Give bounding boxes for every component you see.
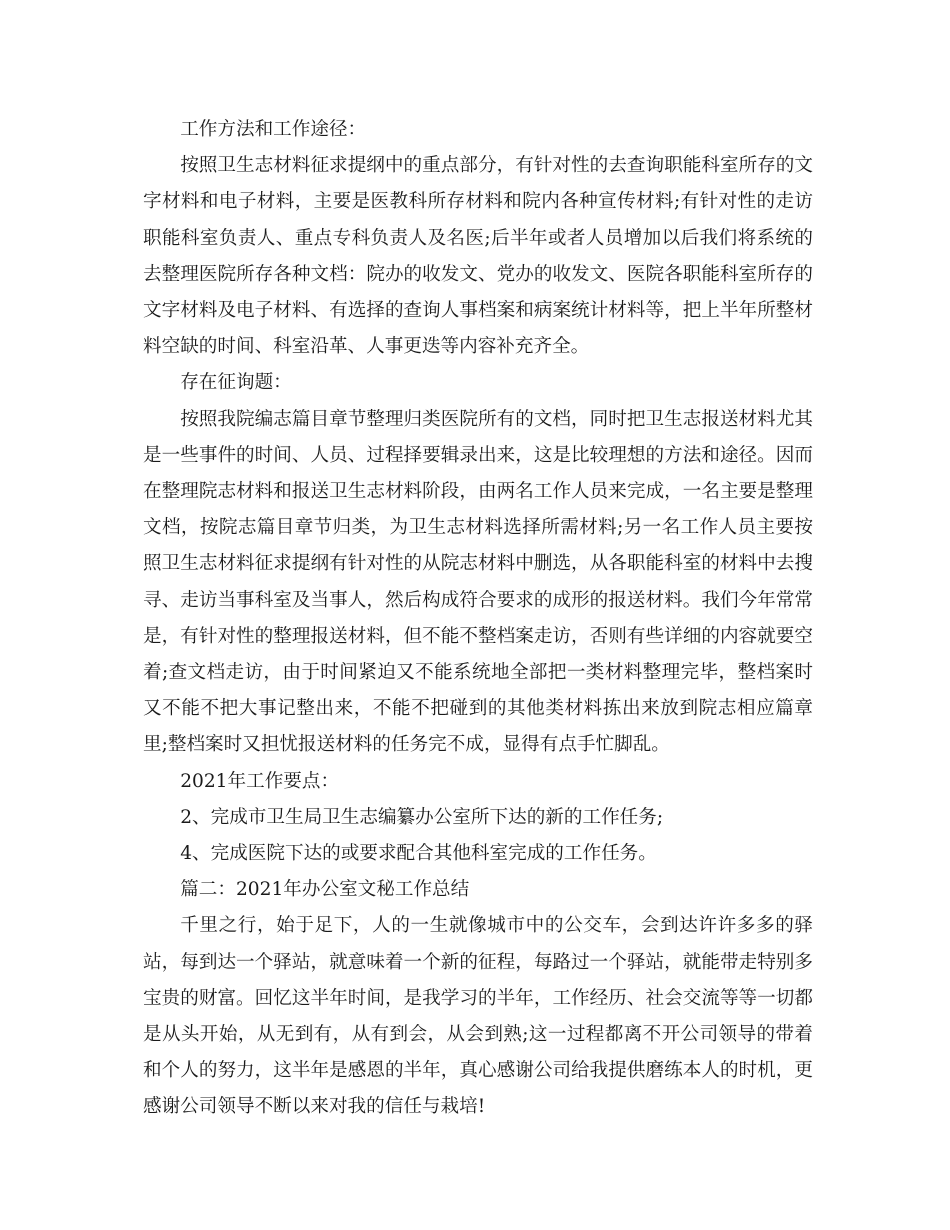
document-body: [143, 112, 813, 1126]
section-heading-methods: 工作方法和工作途径：: [180, 119, 367, 140]
paragraph-methods: 按照卫生志材料征求提纲中的重点部分，有针对性的去查询职能科室所存的文字材料和电子材料，主要是医教科所存材料和院内各种宣传材料;有针对性的走访职能科室负责人、重点专科负责人及名医;后半年或者人员增加以后我们将系统的去整理医院所存各种文档：院办的收发文、党办的收发文、医院各职能科室所存的文字材料及电子材料、有选择的查询人事档案和病案统计材料等，把上半年所整材料空缺的时间、科室沿革、人事更迭等内容补充齐全。: [143, 155, 813, 358]
section-heading-problems: 存在征询题：: [180, 372, 292, 394]
list-item-point-2: 2、完成市卫生局卫生志编纂办公室所下达的新的工作任务;: [180, 806, 664, 828]
article-title-part-two: 篇二：2021年办公室文秘工作总结: [180, 879, 470, 901]
section-heading-work-points: 2021年工作要点：: [180, 770, 340, 792]
list-item-point-4: 4、完成医院下达的或要求配合其他科室完成的工作任务。: [180, 843, 657, 865]
paragraph-summary: 千里之行，始于足下，人的一生就像城市中的公交车，会到达许许多多的驿站，每到达一个驿站，就意味着一个新的征程，每路过一个驿站，就能带走特别多宝贵的财富。回忆这半年时间，是我学习的半年，工作经历、社会交流等等一切都是从头开始，从无到有，从有到会，从会到熟;这一过程都离不开公司领导的带着和个人的努力，这半年是感恩的半年，真心感谢公司给我提供磨练本人的时机，更感谢公司领导不断以来对我的信任与栽培!: [143, 915, 813, 1118]
paragraph-problems: 按照我院编志篇目章节整理归类医院所有的文档，同时把卫生志报送材料尤其是一些事件的时间、人员、过程择要辑录出来，这是比较理想的方法和途径。因而在整理院志材料和报送卫生志材料阶段，由两名工作人员来完成，一名主要是整理文档，按院志篇目章节归类，为卫生志材料选择所需材料;另一名工作人员主要按照卫生志材料征求提纲有针对性的从院志材料中删选，从各职能科室的材料中去搜寻、走访当事科室及当事人，然后构成符合要求的成形的报送材料。我们今年常常是，有针对性的整理报送材料，但不能不整档案走访，否则有些详细的内容就要空着;查文档走访，由于时间紧迫又不能系统地全部把一类材料整理完毕，整档案时又不能不把大事记整出来，不能不把碰到的其他类材料拣出来放到院志相应篇章里;整档案时又担忧报送材料的任务完不成，显得有点手忙脚乱。: [143, 408, 813, 756]
